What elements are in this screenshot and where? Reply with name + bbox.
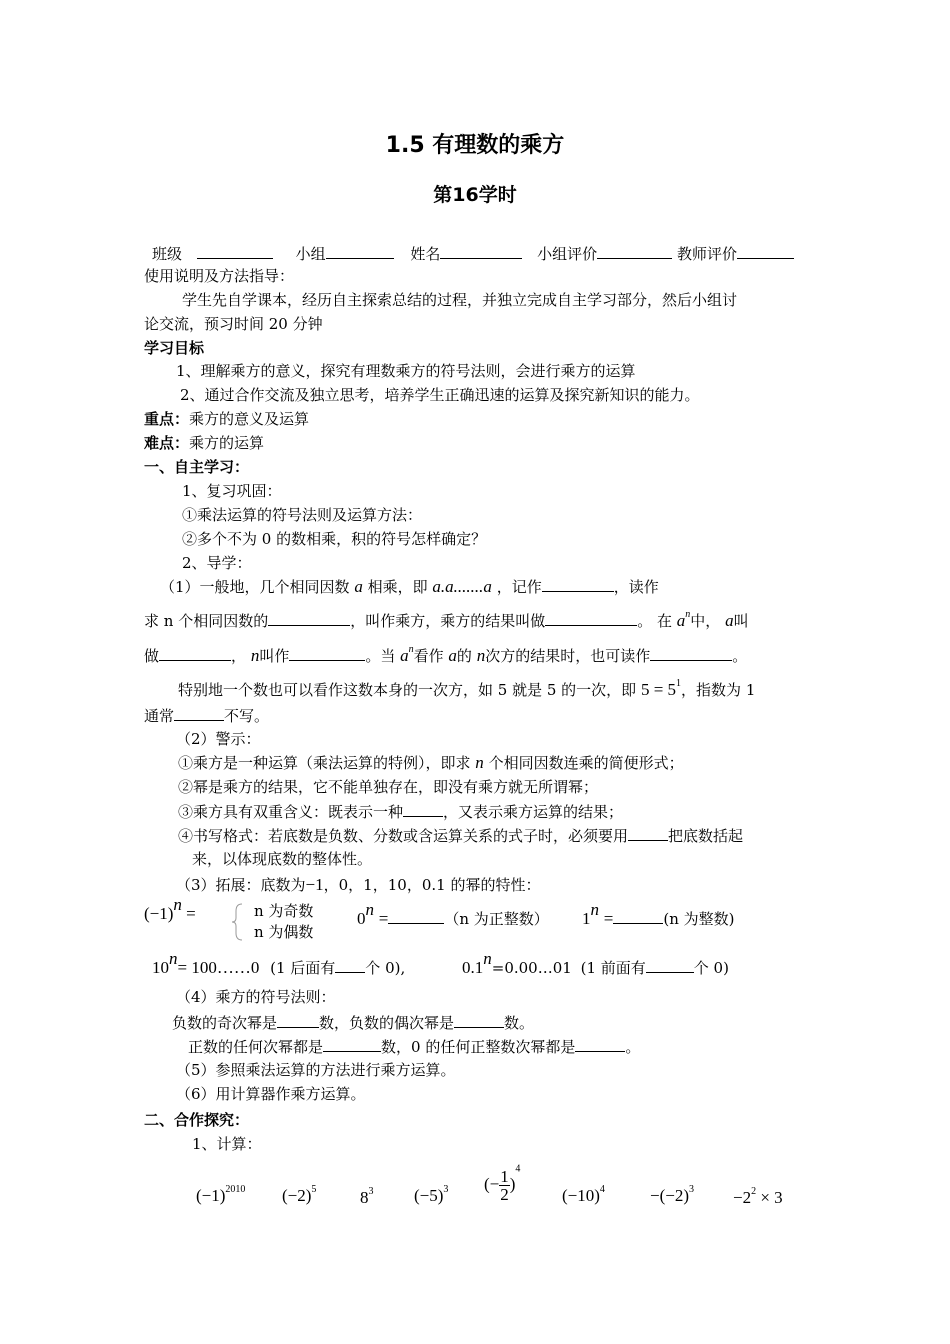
var-a: a — [725, 611, 734, 630]
sign2-text-a: 正数的任何次幂都是 — [188, 1038, 324, 1056]
def3-text-a: 做 — [144, 647, 160, 665]
power-a-n: $a^n$ — [676, 609, 691, 630]
expr-8-base: −2 — [733, 1188, 752, 1207]
guide-heading: 使用说明及方法指导： — [144, 267, 295, 285]
expr-6-exp: 4 — [599, 1184, 605, 1195]
guide-text-1: 学生先自学课本，经历自主探索总结的过程，并独立完成自主学习部分，然后小组讨 — [182, 291, 738, 309]
expr-6 — [562, 1186, 605, 1206]
section1-heading: 一、自主学习： — [144, 458, 250, 476]
warn3-text-a: ③乘方具有双重含义：既表示一种 — [178, 803, 404, 821]
one-note: (n 为整数) — [663, 910, 735, 928]
group-label: 小组 — [295, 245, 326, 263]
zero-power-rule-blank[interactable] — [575, 1036, 625, 1052]
base-blank[interactable] — [159, 645, 231, 661]
warning-heading: （2）警示： — [176, 730, 261, 748]
zero-base: 0 — [357, 909, 366, 928]
difficulty-point — [144, 433, 264, 453]
expr-8-exp: 2 — [751, 1186, 757, 1197]
sign2-text-b: 数，0 的任何正整数次幂都是 — [381, 1038, 576, 1056]
def1-text-c: ，记作 — [496, 578, 542, 596]
review-item-2: ②多个不为 0 的数相乘，积的符号怎样确定？ — [182, 530, 487, 548]
tenth-note-a: (1 前面有 — [580, 959, 646, 977]
calc-heading: 1、计算： — [192, 1135, 262, 1153]
item-6: （6）用计算器作乘方运算。 — [176, 1085, 366, 1103]
warn1-text-a: ①乘方是一种运算（乘法运算的特例），即求 — [178, 754, 471, 772]
ten-note-a: (1 后面有 — [270, 959, 336, 977]
group-eval-blank[interactable] — [597, 243, 672, 259]
ten-power: $10^n=$ 100……0 (1 后面有 个 0), — [152, 949, 406, 977]
ten-base: 10 — [152, 958, 169, 977]
zero-power: 0$^n$ = （n 为正整数） — [357, 900, 549, 928]
special-text-a: 特别地一个数也可以看作这数本身的一次方，如 5 就是 5 的一次，即 — [178, 681, 637, 699]
expr-2-exp: 5 — [311, 1184, 317, 1195]
def2-text-d: 中， — [690, 612, 721, 630]
warning-2: ②幂是乘方的结果，它不能单独存在，即没有乘方就无所谓幂； — [178, 778, 599, 796]
sign2-text-c: 。 — [625, 1038, 641, 1056]
var-a: a — [354, 577, 363, 596]
expr-7-exp: 3 — [689, 1184, 694, 1195]
warning-4 — [178, 825, 743, 846]
expr-8 — [733, 1188, 783, 1208]
ten-note-b: 个 0), — [365, 959, 406, 977]
class-label: 班级 — [152, 245, 183, 263]
expr-4-base: (−5) — [414, 1186, 444, 1205]
def1-text-b: 相乘，即 — [367, 578, 428, 596]
teacher-eval-label: 教师评价 — [676, 245, 737, 263]
item-5: （5）参照乘法运算的方法进行乘方运算。 — [176, 1061, 456, 1079]
warn4-text-b: 把底数括起 — [668, 827, 744, 845]
tenth-note-b: 个 0) — [693, 959, 729, 977]
def2-text-a: 求 n 个相同因数的 — [144, 612, 269, 630]
name-blank[interactable] — [440, 243, 522, 259]
operation-blank[interactable] — [268, 610, 350, 626]
one-blank[interactable] — [174, 705, 224, 721]
neg-one: −1 — [305, 875, 324, 894]
special-case-line — [178, 680, 755, 700]
expr-2 — [282, 1186, 316, 1206]
header-fields — [152, 243, 794, 264]
warning-4-cont: 来，以体现底数的整体性。 — [192, 850, 373, 868]
def2-text-c: 。 在 — [637, 612, 672, 630]
def3-text-h: 。 — [732, 647, 748, 665]
expr-2-base: (−2) — [282, 1186, 312, 1205]
key-label: 重点： — [144, 410, 190, 428]
one-base: 1 — [582, 909, 591, 928]
var-n: n — [476, 646, 486, 665]
expr-3-exp: 3 — [368, 1186, 374, 1197]
review-heading: 1、复习巩固： — [182, 482, 282, 500]
half-fraction — [499, 1168, 510, 1203]
frac-den: 2 — [500, 1185, 509, 1204]
def3-text-c: 叫作 — [259, 647, 290, 665]
special-text-b: ，指数为 1 — [681, 681, 756, 699]
one-power: 1$^n$ = (n 为整数) — [582, 900, 735, 928]
result-blank[interactable] — [545, 610, 637, 626]
guide-study-heading: 2、导学： — [182, 554, 252, 572]
zero-power-blank[interactable] — [388, 908, 444, 924]
warning-3 — [178, 801, 623, 822]
notation-blank[interactable] — [542, 576, 614, 592]
warn4-text-a: ④书写格式：若底数是负数、分数或含运算关系的式子时，必须要用 — [178, 827, 629, 845]
warn1-text-b: 个相同因数连乘的简便形式； — [488, 754, 684, 772]
odd-power-blank[interactable] — [277, 1012, 319, 1028]
section2-heading: 二、合作探究： — [144, 1111, 250, 1129]
tenth-zeros-blank[interactable] — [646, 957, 694, 973]
def3-text-b: ， — [231, 647, 247, 665]
five-eq-text: 5 = 5 — [640, 680, 677, 699]
key-point — [144, 409, 309, 429]
definition-line-1 — [160, 576, 659, 597]
frac-num: 1 — [500, 1167, 509, 1186]
expr-1 — [196, 1186, 245, 1206]
even-power-blank[interactable] — [454, 1012, 504, 1028]
difficulty-text: 乘方的运算 — [189, 434, 265, 452]
five-equation: $5 = 5^1$ — [640, 678, 682, 699]
ext-text-a: （3）拓展：底数为 — [176, 876, 306, 894]
expr-5: (− $\frac{1}{2}$ )$^4$ — [484, 1163, 521, 1204]
expr-1-base: (−1) — [196, 1186, 226, 1205]
sign-rule-2 — [188, 1036, 640, 1057]
tenth-value: =0.00…01 — [491, 959, 572, 977]
goal-1: 1、理解乘方的意义，探究有理数乘方的符号法则，会进行乘方的运算 — [176, 362, 636, 380]
sign1-text-b: 数，负数的偶次幂是 — [319, 1014, 455, 1032]
neg-one-base: (−1) — [144, 904, 174, 923]
var-a: a — [448, 646, 457, 665]
def3-text-g: 次方的结果时，也可读作 — [485, 647, 651, 665]
warning-1 — [178, 753, 684, 773]
curly-brace-icon — [230, 903, 244, 941]
def2-text-e: 叫 — [733, 612, 749, 630]
tenth-power: $0.1^n=0.00\dots 01$ (1 前面有 个 0) — [462, 949, 729, 977]
def3-text-e: 看作 — [413, 647, 444, 665]
page-title: 1.5 有理数的乘方 — [385, 133, 565, 158]
ten-value: = 100……0 — [177, 958, 260, 977]
sign1-text-c: 数。 — [504, 1014, 535, 1032]
power-a-n: $a^n$ — [400, 644, 414, 665]
var-n: n — [250, 646, 260, 665]
tenth-base: 0.1 — [462, 958, 484, 977]
even-case: n 为偶数 — [254, 923, 314, 941]
teacher-eval-blank[interactable] — [737, 243, 794, 259]
name-label: 姓名 — [410, 245, 441, 263]
special2-text-b: 不写。 — [224, 707, 270, 725]
var-n: n — [475, 753, 484, 772]
guide-text-2: 论交流，预习时间 20 分钟 — [144, 315, 323, 333]
expr-1-exp: 2010 — [225, 1184, 246, 1195]
neg-one-power: $(-1)^n$ = — [144, 895, 196, 923]
expr-3-base: 8 — [360, 1188, 369, 1207]
key-text: 乘方的意义及运算 — [189, 410, 310, 428]
zero-note: （n 为正整数） — [444, 910, 549, 928]
positive-power-blank[interactable] — [323, 1036, 381, 1052]
definition-line-2 — [144, 610, 749, 631]
review-item-1: ①乘法运算的符号法则及运算方法： — [182, 506, 423, 524]
warn3-text-b: ，又表示乘方运算的结果； — [443, 803, 624, 821]
sign-rule-heading: （4）乘方的符号法则： — [176, 988, 336, 1006]
group-eval-label: 小组评价 — [537, 245, 598, 263]
odd-case: n 为奇数 — [254, 902, 314, 920]
sign-rule-1 — [172, 1012, 534, 1033]
def3-text-d: 。当 — [365, 647, 396, 665]
def2-text-b: ，叫作乘方，乘方的结果叫做 — [350, 612, 546, 630]
product-expression: a.a.......a — [432, 577, 492, 596]
expr-8-times: × 3 — [760, 1188, 783, 1207]
reading-blank[interactable] — [650, 645, 732, 661]
ext-text-b: ，0，1，10，0.1 的幂的特性： — [323, 876, 541, 894]
bracket-blank[interactable] — [628, 825, 668, 841]
exponent-blank[interactable] — [289, 645, 365, 661]
extension-line — [176, 875, 540, 895]
one-power-blank[interactable] — [613, 908, 663, 924]
expr-4-exp: 3 — [443, 1184, 449, 1195]
operation-type-blank[interactable] — [403, 801, 443, 817]
expr-5-exp: 4 — [515, 1163, 521, 1175]
def3-text-f: 的 — [456, 647, 472, 665]
ten-zeros-blank[interactable] — [335, 957, 365, 973]
group-blank[interactable] — [326, 243, 394, 259]
expr-4 — [414, 1186, 448, 1206]
expr-3 — [360, 1188, 374, 1208]
expr-7 — [650, 1186, 694, 1206]
special-case-line-2 — [144, 705, 269, 726]
class-blank[interactable] — [197, 243, 273, 259]
def1-text-a: （1）一般地，几个相同因数 — [160, 578, 350, 596]
goals-heading: 学习目标 — [144, 339, 205, 357]
page-subtitle: 第16学时 — [433, 184, 517, 206]
sign1-text-a: 负数的奇次幂是 — [172, 1014, 278, 1032]
definition-line-3 — [144, 645, 747, 666]
expr-7-base: −(−2) — [650, 1186, 689, 1205]
expr-6-base: (−10) — [562, 1186, 600, 1205]
def1-text-d: ，读作 — [613, 578, 659, 596]
special2-text-a: 通常 — [144, 707, 175, 725]
goal-2: 2、通过合作交流及独立思考，培养学生正确迅速的运算及探究新知识的能力。 — [180, 386, 700, 404]
difficulty-label: 难点： — [144, 434, 190, 452]
